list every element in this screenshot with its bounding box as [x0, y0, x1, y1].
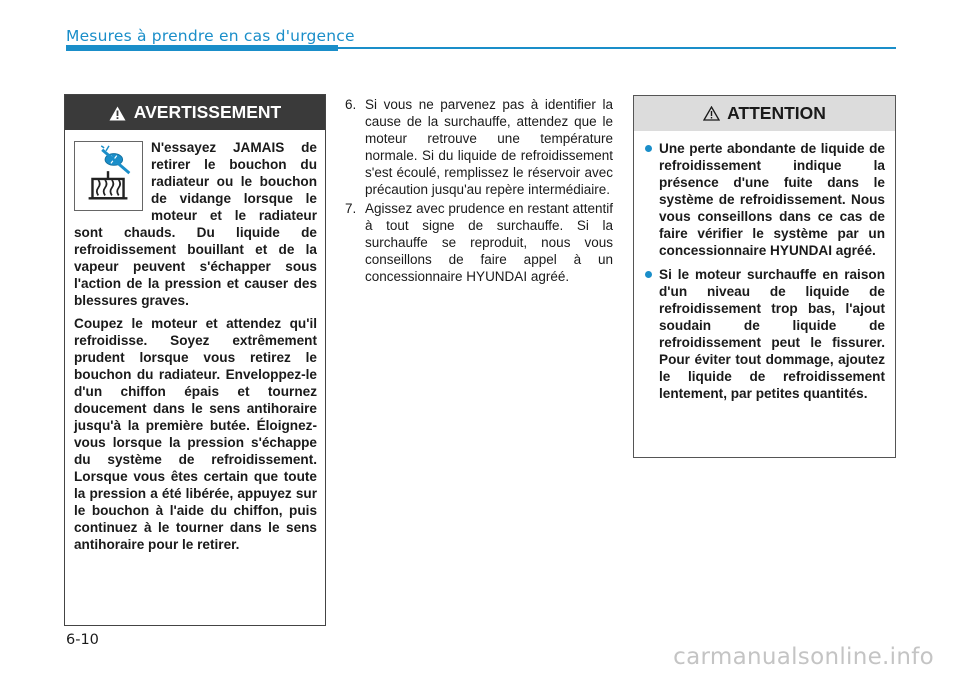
attention-item-text: Une perte abondante de liquide de refroidissement indique la présence d'une fuite dans le système de refroidissement. Nous vous conseillons dans ce cas de faire vérifier le système par un concessionnaire HYUNDAI agréé.: [659, 141, 885, 258]
attention-list: [634, 131, 895, 402]
radiator-hot-icon: [74, 141, 143, 211]
step-text: Si vous ne parvenez pas à identifier la cause de la surchauffe, attendez que le moteur retrouve une température normale. Si du liquide de refroidissement s'est écoulé, remplissez le réservoir avec précaution jusqu'au repère intermédiaire.: [365, 97, 613, 197]
warning-intro-text: N'essayez JAMAIS de retirer le bouchon du radiateur ou le bouchon de vidange lorsque le moteur et le radiateur sont chauds. Du liquide de refroidissement bouillant et de la vapeur peuvent s'échapper sous l'action de la pression et causer des blessures graves.: [74, 140, 317, 308]
attention-item-text: Si le moteur surchauffe en raison d'un niveau de liquide de refroidissement trop bas, l'ajout soudain de liquide de refroidissement peut le fissurer. Pour éviter tout dommage, ajoutez le liquide de refroidissement lentement, par petites quantités.: [659, 267, 885, 401]
page-number: 6-10: [66, 632, 99, 648]
warning-paragraph-2: Coupez le moteur et attendez qu'il refroidisse. Soyez extrêmement prudent lorsque vous retirez le bouchon du radiateur. Enveloppez-le d'un chiffon épais et tournez doucement dans le sens antihoraire jusqu'à la première butée. Éloignez-vous lorsque la pression s'échappe du système de refroidissement. Lorsque vous êtes certain que toute la pression a été libérée, appuyez sur le bouchon à l'aide du chiffon, puis continuez à le tourner dans le sens antihoraire pour le retirer.: [74, 316, 317, 552]
step-item: [345, 200, 613, 285]
warning-body: [65, 130, 325, 553]
step-item: [345, 96, 613, 198]
attention-header: [634, 96, 895, 131]
warning-header: [65, 95, 325, 130]
warning-title: AVERTISSEMENT: [133, 102, 282, 122]
steps-column: [345, 96, 613, 287]
warning-paragraph-1: [74, 139, 317, 309]
page-header-title: Mesures à prendre en cas d'urgence: [66, 27, 355, 45]
step-number: 6.: [345, 97, 357, 112]
header-rule: [338, 47, 896, 49]
attention-title: ATTENTION: [727, 103, 826, 123]
watermark: carmanualsonline.info: [673, 644, 934, 670]
caution-triangle-icon: [703, 106, 720, 121]
header-accent-bar: [66, 45, 338, 51]
attention-box: [633, 95, 896, 458]
warning-triangle-icon: [109, 105, 126, 120]
warning-box: [64, 94, 326, 626]
bullet-dot-icon: [645, 145, 652, 152]
attention-item: [645, 140, 885, 259]
attention-item: [645, 266, 885, 402]
step-number: 7.: [345, 201, 357, 216]
step-text: Agissez avec prudence en restant attentif à tout signe de surchauffe. Si la surchauffe se reproduit, nous vous conseillons de faire appel à un concessionnaire HYUNDAI agréé.: [365, 201, 613, 284]
bullet-dot-icon: [645, 271, 652, 278]
